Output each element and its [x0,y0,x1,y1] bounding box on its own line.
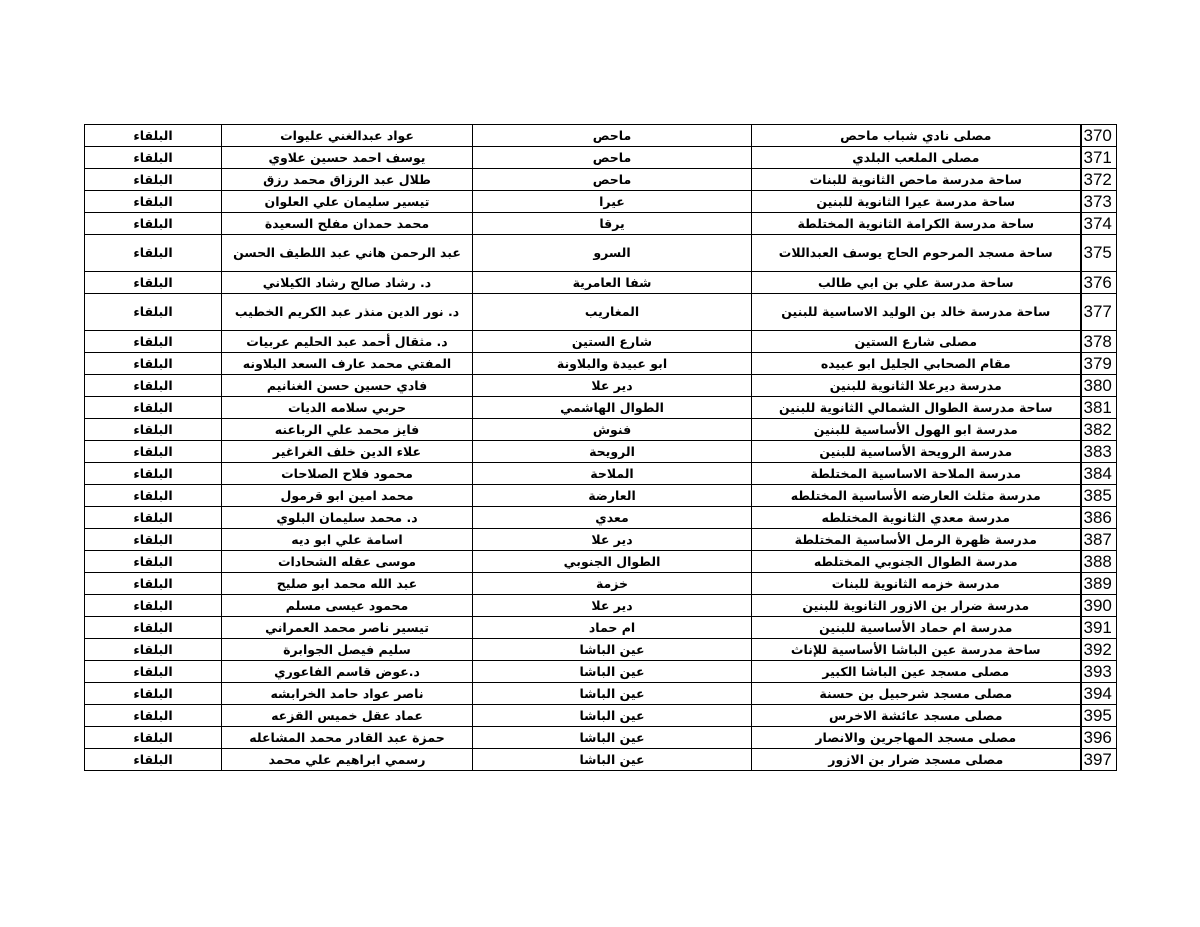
prayer-place-cell: ساحة مدرسة الطوال الشمالي الثانوية للبنين [752,397,1081,419]
table-row [85,683,1117,705]
area-cell: معدي [473,507,752,529]
imam-name-cell: عواد عبدالغني عليوات [222,125,473,147]
area-cell: عين الباشا [473,705,752,727]
row-number-cell: 383 [1081,441,1117,463]
row-number-cell: 370 [1081,125,1117,147]
governorate-cell: البلقاء [85,272,222,294]
governorate-cell: البلقاء [85,661,222,683]
governorate-cell: البلقاء [85,507,222,529]
table-row [85,353,1117,375]
governorate-cell: البلقاء [85,551,222,573]
row-number-cell: 395 [1081,705,1117,727]
area-cell: فنوش [473,419,752,441]
imam-name-cell: محمود فلاح الصلاحات [222,463,473,485]
row-number-cell: 378 [1081,331,1117,353]
row-number-cell: 384 [1081,463,1117,485]
prayer-place-cell: مدرسة ظهرة الرمل الأساسية المختلطة [752,529,1081,551]
imam-name-cell: محمد حمدان مفلح السعيدة [222,213,473,235]
mosque-prayer-locations-table [84,124,1117,771]
row-number-cell: 397 [1081,749,1117,771]
table-row [85,595,1117,617]
governorate-cell: البلقاء [85,727,222,749]
area-cell: العارضة [473,485,752,507]
imam-name-cell: اسامة علي ابو ديه [222,529,473,551]
area-cell: ابو عبيدة والبلاونة [473,353,752,375]
governorate-cell: البلقاء [85,639,222,661]
imam-name-cell: عبد الله محمد ابو صليح [222,573,473,595]
imam-name-cell: عبد الرحمن هاني عبد اللطيف الحسن [222,235,473,272]
row-number-cell: 380 [1081,375,1117,397]
prayer-place-cell: مدرسة معدي الثانوية المختلطه [752,507,1081,529]
imam-name-cell: ناصر عواد حامد الخرابشه [222,683,473,705]
governorate-cell: البلقاء [85,573,222,595]
table-row [85,125,1117,147]
table-row [85,235,1117,272]
area-cell: خزمة [473,573,752,595]
area-cell: عين الباشا [473,727,752,749]
imam-name-cell: عماد عقل خميس القزعه [222,705,473,727]
prayer-place-cell: مصلى شارع الستين [752,331,1081,353]
prayer-place-cell: ساحة مدرسة عيرا الثانوية للبنين [752,191,1081,213]
governorate-cell: البلقاء [85,419,222,441]
prayer-place-cell: مصلى مسجد عين الباشا الكبير [752,661,1081,683]
table-row [85,419,1117,441]
area-cell: دير علا [473,595,752,617]
prayer-place-cell: مصلى نادي شباب ماحص [752,125,1081,147]
governorate-cell: البلقاء [85,749,222,771]
table-row [85,617,1117,639]
table-row [85,485,1117,507]
prayer-place-cell: مدرسة الملاحة الاساسية المختلطة [752,463,1081,485]
area-cell: ام حماد [473,617,752,639]
row-number-cell: 386 [1081,507,1117,529]
prayer-place-cell: مدرسة الطوال الجنوبي المختلطه [752,551,1081,573]
governorate-cell: البلقاء [85,683,222,705]
imam-name-cell: رسمي ابراهيم علي محمد [222,749,473,771]
governorate-cell: البلقاء [85,595,222,617]
table-row [85,529,1117,551]
governorate-cell: البلقاء [85,125,222,147]
row-number-cell: 376 [1081,272,1117,294]
row-number-cell: 391 [1081,617,1117,639]
prayer-place-cell: مصلى مسجد عائشة الاخرس [752,705,1081,727]
area-cell: ماحص [473,125,752,147]
area-cell: المغاريب [473,294,752,331]
prayer-place-cell: ساحة مدرسة خالد بن الوليد الاساسية للبنين [752,294,1081,331]
prayer-place-cell: مدرسة مثلث العارضه الأساسية المختلطه [752,485,1081,507]
prayer-place-cell: مقام الصحابي الجليل ابو عبيده [752,353,1081,375]
table-row [85,375,1117,397]
governorate-cell: البلقاء [85,169,222,191]
imam-name-cell: محمود عيسى مسلم [222,595,473,617]
table-row [85,463,1117,485]
prayer-place-cell: ساحة مدرسة علي بن ابي طالب [752,272,1081,294]
imam-name-cell: علاء الدين خلف الغراغير [222,441,473,463]
area-cell: دير علا [473,375,752,397]
prayer-place-cell: مدرسة خزمه الثانوية للبنات [752,573,1081,595]
prayer-place-cell: مصلى مسجد المهاجرين والانصار [752,727,1081,749]
imam-name-cell: د. رشاد صالح رشاد الكيلاني [222,272,473,294]
imam-name-cell: يوسف احمد حسين علاوي [222,147,473,169]
area-cell: ماحص [473,147,752,169]
table-row [85,191,1117,213]
table-row [85,294,1117,331]
table-row [85,573,1117,595]
imam-name-cell: د. نور الدين منذر عبد الكريم الخطيب [222,294,473,331]
prayer-place-cell: مصلى مسجد ضرار بن الازور [752,749,1081,771]
imam-name-cell: سليم فيصل الجوابرة [222,639,473,661]
imam-name-cell: فادي حسين حسن الغنانيم [222,375,473,397]
table-row [85,272,1117,294]
table-row [85,169,1117,191]
area-cell: الرويحة [473,441,752,463]
table-row [85,397,1117,419]
row-number-cell: 393 [1081,661,1117,683]
area-cell: عين الباشا [473,683,752,705]
area-cell: الطوال الهاشمي [473,397,752,419]
prayer-place-cell: مصلى الملعب البلدي [752,147,1081,169]
row-number-cell: 374 [1081,213,1117,235]
imam-name-cell: المفتي محمد عارف السعد البلاونه [222,353,473,375]
prayer-place-cell: مصلى مسجد شرحبيل بن حسنة [752,683,1081,705]
governorate-cell: البلقاء [85,485,222,507]
governorate-cell: البلقاء [85,213,222,235]
row-number-cell: 387 [1081,529,1117,551]
row-number-cell: 388 [1081,551,1117,573]
area-cell: عين الباشا [473,661,752,683]
area-cell: عين الباشا [473,639,752,661]
governorate-cell: البلقاء [85,441,222,463]
table-row [85,661,1117,683]
table-row [85,727,1117,749]
row-number-cell: 381 [1081,397,1117,419]
governorate-cell: البلقاء [85,375,222,397]
prayer-place-cell: ساحة مدرسة الكرامة الثانوية المختلطة [752,213,1081,235]
prayer-place-cell: مدرسة ام حماد الأساسية للبنين [752,617,1081,639]
governorate-cell: البلقاء [85,463,222,485]
prayer-place-cell: ساحة مسجد المرحوم الحاج يوسف العبداللات [752,235,1081,272]
imam-name-cell: طلال عبد الرزاق محمد رزق [222,169,473,191]
row-number-cell: 392 [1081,639,1117,661]
table-row [85,147,1117,169]
prayer-place-cell: مدرسة ابو الهول الأساسية للبنين [752,419,1081,441]
row-number-cell: 389 [1081,573,1117,595]
imam-name-cell: د. مثقال أحمد عبد الحليم عربيات [222,331,473,353]
imam-name-cell: حمزة عبد القادر محمد المشاعله [222,727,473,749]
governorate-cell: البلقاء [85,353,222,375]
imam-name-cell: د. محمد سليمان البلوي [222,507,473,529]
table-row [85,331,1117,353]
row-number-cell: 375 [1081,235,1117,272]
governorate-cell: البلقاء [85,397,222,419]
table-row [85,639,1117,661]
governorate-cell: البلقاء [85,331,222,353]
imam-name-cell: تيسير ناصر محمد العمراني [222,617,473,639]
table-row [85,507,1117,529]
area-cell: يرقا [473,213,752,235]
area-cell: الطوال الجنوبي [473,551,752,573]
area-cell: ماحص [473,169,752,191]
governorate-cell: البلقاء [85,191,222,213]
governorate-cell: البلقاء [85,529,222,551]
governorate-cell: البلقاء [85,294,222,331]
area-cell: شفا العامرية [473,272,752,294]
row-number-cell: 390 [1081,595,1117,617]
area-cell: شارع الستين [473,331,752,353]
row-number-cell: 396 [1081,727,1117,749]
imam-name-cell: حربي سلامه الديات [222,397,473,419]
imam-name-cell: د.عوض قاسم الفاعوري [222,661,473,683]
governorate-cell: البلقاء [85,147,222,169]
prayer-place-cell: ساحة مدرسة ماحص الثانوية للبنات [752,169,1081,191]
area-cell: عين الباشا [473,749,752,771]
row-number-cell: 379 [1081,353,1117,375]
area-cell: الملاحة [473,463,752,485]
prayer-place-cell: مدرسة ديرعلا الثانوية للبنين [752,375,1081,397]
row-number-cell: 382 [1081,419,1117,441]
row-number-cell: 385 [1081,485,1117,507]
area-cell: عيرا [473,191,752,213]
row-number-cell: 372 [1081,169,1117,191]
table-row [85,213,1117,235]
prayer-place-cell: مدرسة ضرار بن الازور الثانوية للبنين [752,595,1081,617]
area-cell: السرو [473,235,752,272]
imam-name-cell: تيسير سليمان علي العلوان [222,191,473,213]
row-number-cell: 377 [1081,294,1117,331]
governorate-cell: البلقاء [85,617,222,639]
table-row [85,551,1117,573]
row-number-cell: 394 [1081,683,1117,705]
governorate-cell: البلقاء [85,235,222,272]
table-row [85,441,1117,463]
prayer-place-cell: ساحة مدرسة عين الباشا الأساسية للإناث [752,639,1081,661]
row-number-cell: 373 [1081,191,1117,213]
imam-name-cell: موسى عقله الشحادات [222,551,473,573]
prayer-place-cell: مدرسة الرويحة الأساسية للبنين [752,441,1081,463]
row-number-cell: 371 [1081,147,1117,169]
area-cell: دير علا [473,529,752,551]
table-row [85,705,1117,727]
governorate-cell: البلقاء [85,705,222,727]
imam-name-cell: محمد امين ابو قرمول [222,485,473,507]
table-row [85,749,1117,771]
imam-name-cell: فايز محمد علي الرباعنه [222,419,473,441]
